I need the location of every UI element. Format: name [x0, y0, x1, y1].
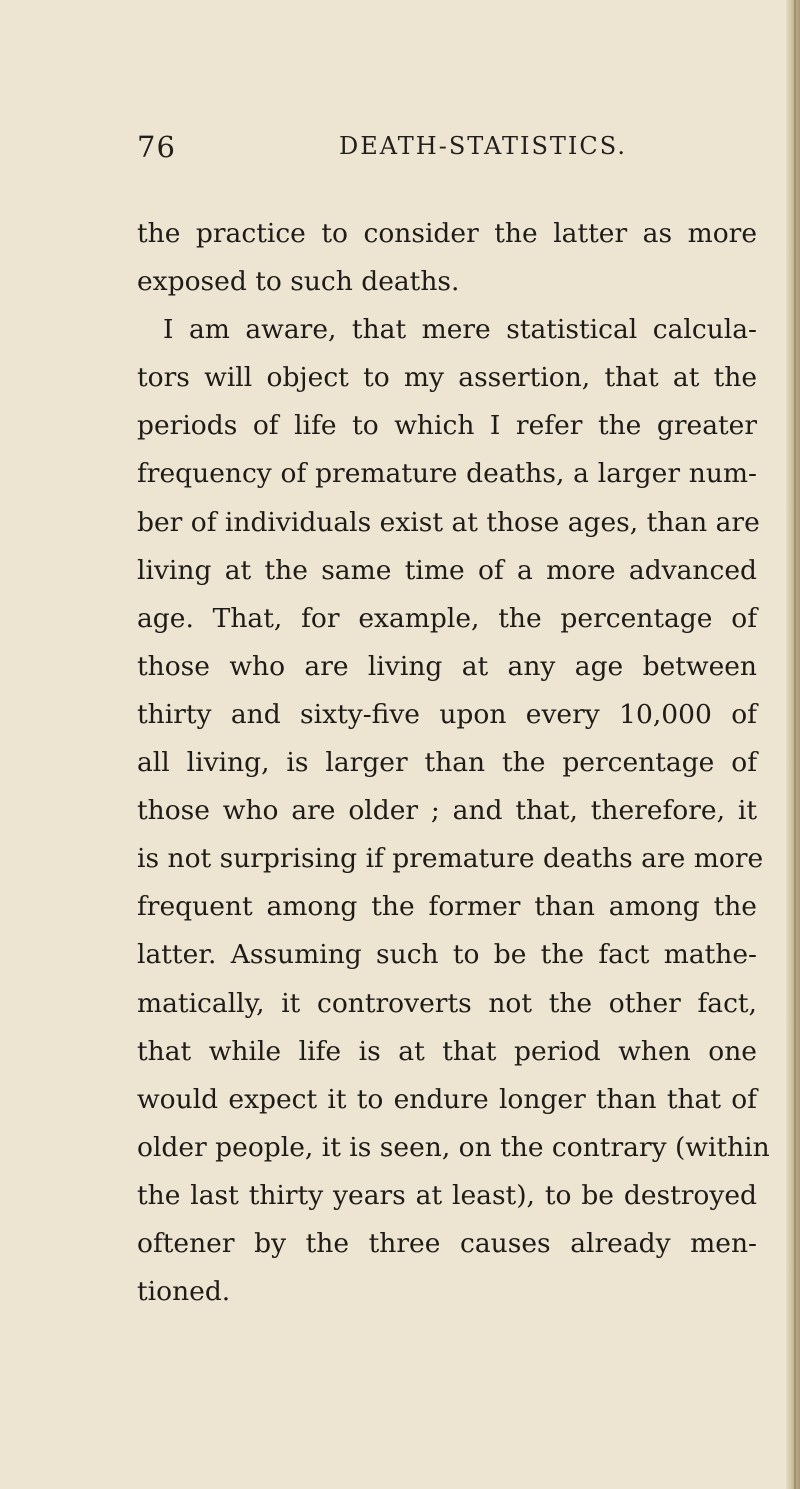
text-line: tioned. [137, 1276, 231, 1308]
page-number: 76 [137, 130, 176, 164]
page-edge-shadow [786, 0, 800, 1489]
text-line: living at the same time of a more advanced [137, 554, 757, 586]
text-line: older people, it is seen, on the contrary (within [137, 1131, 770, 1163]
text-line: periods of life to which I refer the greater [137, 410, 757, 442]
page-edge-line [794, 0, 796, 1489]
running-head [137, 128, 757, 168]
text-line: the last thirty years at least), to be destroyed [137, 1179, 757, 1211]
text-line: matically, it controverts not the other fact, [137, 987, 757, 1019]
text-line: frequent among the former than among the [137, 891, 757, 923]
text-line: latter. Assuming such to be the fact mathe- [137, 939, 757, 971]
text-line: those who are living at any age between [137, 650, 757, 682]
text-line: is not surprising if premature deaths are more [137, 843, 764, 875]
body-text [137, 210, 777, 1316]
text-line: frequency of premature deaths, a larger num- [137, 458, 757, 490]
text-line: age. That, for example, the percentage of [137, 602, 757, 634]
text-line: would expect it to endure longer than that of [137, 1083, 757, 1115]
text-line: oftener by the three causes already men- [137, 1227, 757, 1259]
running-head-title: DEATH-STATISTICS. [339, 132, 627, 160]
text-line: thirty and sixty-five upon every 10,000 of [137, 698, 757, 730]
text-line: I am aware, that mere statistical calcula- [163, 314, 757, 346]
text-line: the practice to consider the latter as more [137, 218, 757, 249]
text-line: all living, is larger than the percentage of [137, 747, 757, 779]
text-line: exposed to such deaths. [137, 266, 460, 298]
text-line: that while life is at that period when one [137, 1035, 757, 1067]
text-line: tors will object to my assertion, that at the [137, 362, 757, 394]
text-line: ber of individuals exist at those ages, than are [137, 506, 760, 538]
text-line: those who are older ; and that, therefore, it [137, 795, 757, 827]
